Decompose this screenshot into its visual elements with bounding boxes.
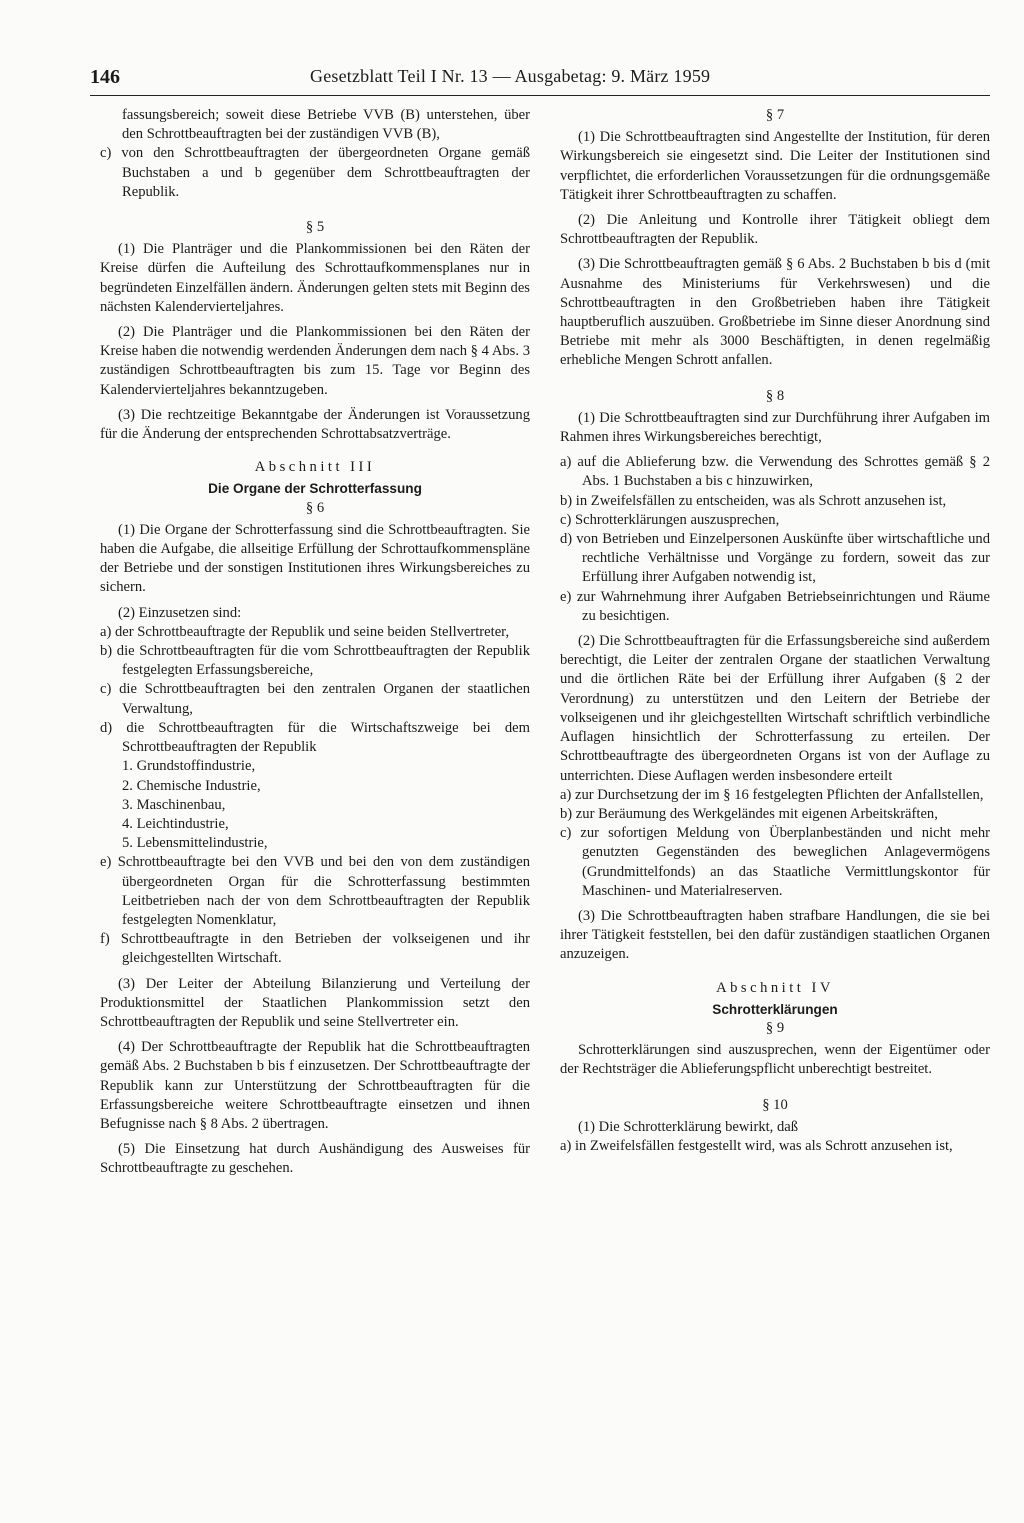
paragraph: (3) Die Schrottbeauftragten gemäß § 6 Abs. 2 Buchstaben b bis d (mit Ausnahme des Ministeriums für Verkehrswesen) und die Schrottbeauftragten in den Großbetrieben haben ihre Tätigkeit hauptberuflich auszuüben. Großbetriebe im Sinne dieser Anordnung sind Betriebe mit mehr als 3000 Beschäftigten, in denen regelmäßig erhebliche Mengen Schrott anfallen. [560, 256, 990, 369]
list-item: e) zur Wahrnehmung ihrer Aufgaben Betriebseinrichtungen und Räume zu besichtigen. [560, 588, 990, 624]
sub-list-item: 2. Chemische Industrie, [122, 777, 261, 794]
list-item: a) in Zweifelsfällen festgestellt wird, was als Schrott anzusehen ist, [560, 1137, 953, 1154]
paragraph: (1) Die Schrottbeauftragten sind zur Durchführung ihrer Aufgaben im Rahmen ihres Wirkungsbereiches berechtigt, [560, 409, 990, 446]
paragraph: (2) Die Planträger und die Plankommissionen bei den Räten der Kreise haben die notwendig werdenden Änderungen dem nach § 4 Abs. 3 zuständigen Schrottbeauftragten bis zum 15. Tage vor Beginn des Kalendervierteljahres bekanntzugeben. [100, 324, 530, 398]
sub-list-item: 3. Maschinenbau, [122, 796, 226, 813]
list-item: a) zur Durchsetzung der im § 16 festgelegten Pflichten der Anfallstellen, [560, 786, 984, 803]
paragraph: (3) Die rechtzeitige Bekanntgabe der Änderungen ist Voraussetzung für die Änderung der entsprechenden Schrottabsatzverträge. [100, 406, 530, 443]
section-heading-10: § 10 [762, 1096, 788, 1113]
header-title: Gesetzblatt Teil I Nr. 13 — Ausgabetag: 9. März 1959 [310, 66, 711, 86]
paragraph: (1) Die Organe der Schrotterfassung sind die Schrottbeauftragten. Sie haben die Aufgabe, die allseitige Erfüllung der Schrottaufkommenspläne der Betriebe und der sonstigen Institutionen ihres Wirkungsbereiches zu sichern. [100, 521, 530, 596]
list-item: b) die Schrottbeauftragten für die vom Schrottbeauftragten der Republik festgelegten Erfassungsbereiche, [100, 643, 530, 679]
section-heading-6: § 6 [305, 499, 325, 516]
paragraph: (4) Der Schrottbeauftragte der Republik hat die Schrottbeauftragten gemäß Abs. 2 Buchstaben b bis f einzusetzen. Der Schrottbeauftragte der Republik kann zur Unterstützung der Schrottbeauftragten für die Erfassungsbereiche weitere Schrottbeauftragte einsetzen und ihnen Befugnisse nach § 8 Abs. 2 übertragen. [100, 1039, 530, 1132]
paragraph: Schrotterklärungen sind auszusprechen, wenn der Eigentümer oder der Rechtsträger die Ablieferungspflicht unberechtigt bestreitet. [560, 1042, 990, 1078]
chapter-label: Abschnitt IV [716, 979, 834, 996]
chapter-title: Schrotterklärungen [712, 1001, 838, 1017]
section-heading-9: § 9 [765, 1019, 785, 1036]
paragraph: (1) Die Schrottbeauftragten sind Angestellte der Institution, für deren Wirkungsbereich sie eingesetzt sind. Die Leiter der Institutionen sind verpflichtet, die erforderlichen Voraussetzungen für die ordnungsgemäße Tätigkeit ihrer Schrottbeauftragten zu schaffen. [560, 129, 990, 203]
sub-list-item: 5. Lebensmittelindustrie, [122, 835, 268, 852]
sub-list-item: 4. Leichtindustrie, [122, 815, 229, 832]
list-item: e) Schrottbeauftragte bei den VVB und bei den von dem zuständigen übergeordneten Organ für die Schrotterfassung bestimmten Leitbetrieben nach der von dem Schrottbeauftragten der Republik festgelegten Nomenklatur, [100, 854, 530, 928]
list-item: b) in Zweifelsfällen zu entscheiden, was als Schrott anzusehen ist, [560, 492, 947, 509]
left-column [100, 106, 530, 1179]
page-header [90, 66, 990, 92]
paragraph: (2) Die Schrottbeauftragten für die Erfassungsbereiche sind außerdem berechtigt, die Leiter der zentralen Organe der staatlichen Verwaltung und die örtlichen Räte bei der Erfüllung ihrer Aufgaben (§ 2 der Verordnung) zu unterstützen und den Leitern der Betriebe der volkseigenen und ihr gleichgestellten Wirtschaft schriftlich verbindliche Auflagen hinsichtlich der Schrotterfassung zu erteilen. Der Schrottbeauftragte des übergeordneten Organs ist von der Auflage zu unterrichten. Diese Auflagen werden insbesondere erteilt [560, 633, 990, 784]
paragraph: fassungsbereich; soweit diese Betriebe VVB (B) unterstehen, über den Schrottbeauftragten bei der zuständigen VVB (B), [122, 107, 530, 143]
page-number: 146 [90, 66, 120, 88]
paragraph: (1) Die Planträger und die Plankommissionen bei den Räten der Kreise dürfen die Aufteilung des Schrottaufkommensplanes nur in begründeten Einzelfällen ändern. Änderungen gelten stets mit Beginn des nächsten Kalendervierteljahres. [100, 241, 530, 315]
paragraph: (3) Die Schrottbeauftragten haben strafbare Handlungen, die sie bei ihrer Tätigkeit feststellen, bei den dafür zuständigen staatlichen Organen anzuzeigen. [560, 907, 990, 963]
header-rule [90, 95, 990, 96]
paragraph: (2) Einzusetzen sind: [118, 604, 242, 621]
list-item: b) zur Beräumung des Werkgeländes mit eigenen Arbeitskräften, [560, 805, 938, 822]
list-item: c) die Schrottbeauftragten bei den zentralen Organen der staatlichen Verwaltung, [100, 681, 530, 717]
sub-list-item: 1. Grundstoffindustrie, [122, 758, 256, 775]
list-item: c) von den Schrottbeauftragten der übergeordneten Organe gemäß Buchstaben a und b gegenüber dem Schrottbeauftragten der Republik. [100, 145, 530, 200]
list-item: a) der Schrottbeauftragte der Republik und seine beiden Stellvertreter, [100, 623, 510, 640]
chapter-title: Die Organe der Schrotterfassung [208, 481, 422, 497]
list-item: d) die Schrottbeauftragten für die Wirtschaftszweige bei dem Schrottbeauftragten der Republik [100, 719, 530, 756]
list-item: c) zur sofortigen Meldung von Überplanbeständen und nicht mehr genutzten Gegenständen des beweglichen Anlagevermögens (Grundmittelfonds) an das Staatliche Vermittlungskontor für Maschinen- und Materialreserven. [560, 825, 990, 899]
paragraph: (5) Die Einsetzung hat durch Aushändigung des Ausweises für Schrottbeauftragte zu geschehen. [100, 1141, 530, 1177]
list-item: d) von Betrieben und Einzelpersonen Auskünfte über wirtschaftliche und rechtliche Verhältnisse und Vorgänge zu fordern, soweit das zur Erfüllung ihrer Aufgaben notwendig ist, [560, 531, 990, 586]
section-heading-7: § 7 [765, 107, 785, 123]
paragraph: (3) Der Leiter der Abteilung Bilanzierung und Verteilung der Produktionsmittel der Staatlichen Plankommission setzt den Schrottbeauftragten der Republik und seine Stellvertreter ein. [100, 975, 530, 1030]
list-item: c) Schrotterklärungen auszusprechen, [560, 511, 780, 528]
right-column [560, 106, 990, 1156]
list-item: a) auf die Ablieferung bzw. die Verwendung des Schrottes gemäß § 2 Abs. 1 Buchstaben a bis c hinzuwirken, [560, 454, 990, 490]
paragraph: (2) Die Anleitung und Kontrolle ihrer Tätigkeit obliegt dem Schrottbeauftragten der Republik. [560, 212, 990, 248]
chapter-label: Abschnitt III [254, 459, 376, 476]
section-heading-8: § 8 [765, 387, 785, 404]
paragraph: (1) Die Schrotterklärung bewirkt, daß [578, 1118, 799, 1135]
section-heading-5: § 5 [305, 219, 325, 236]
list-item: f) Schrottbeauftragte in den Betrieben der volkseigenen und ihr gleichgestellten Wirtschaft. [100, 931, 530, 967]
